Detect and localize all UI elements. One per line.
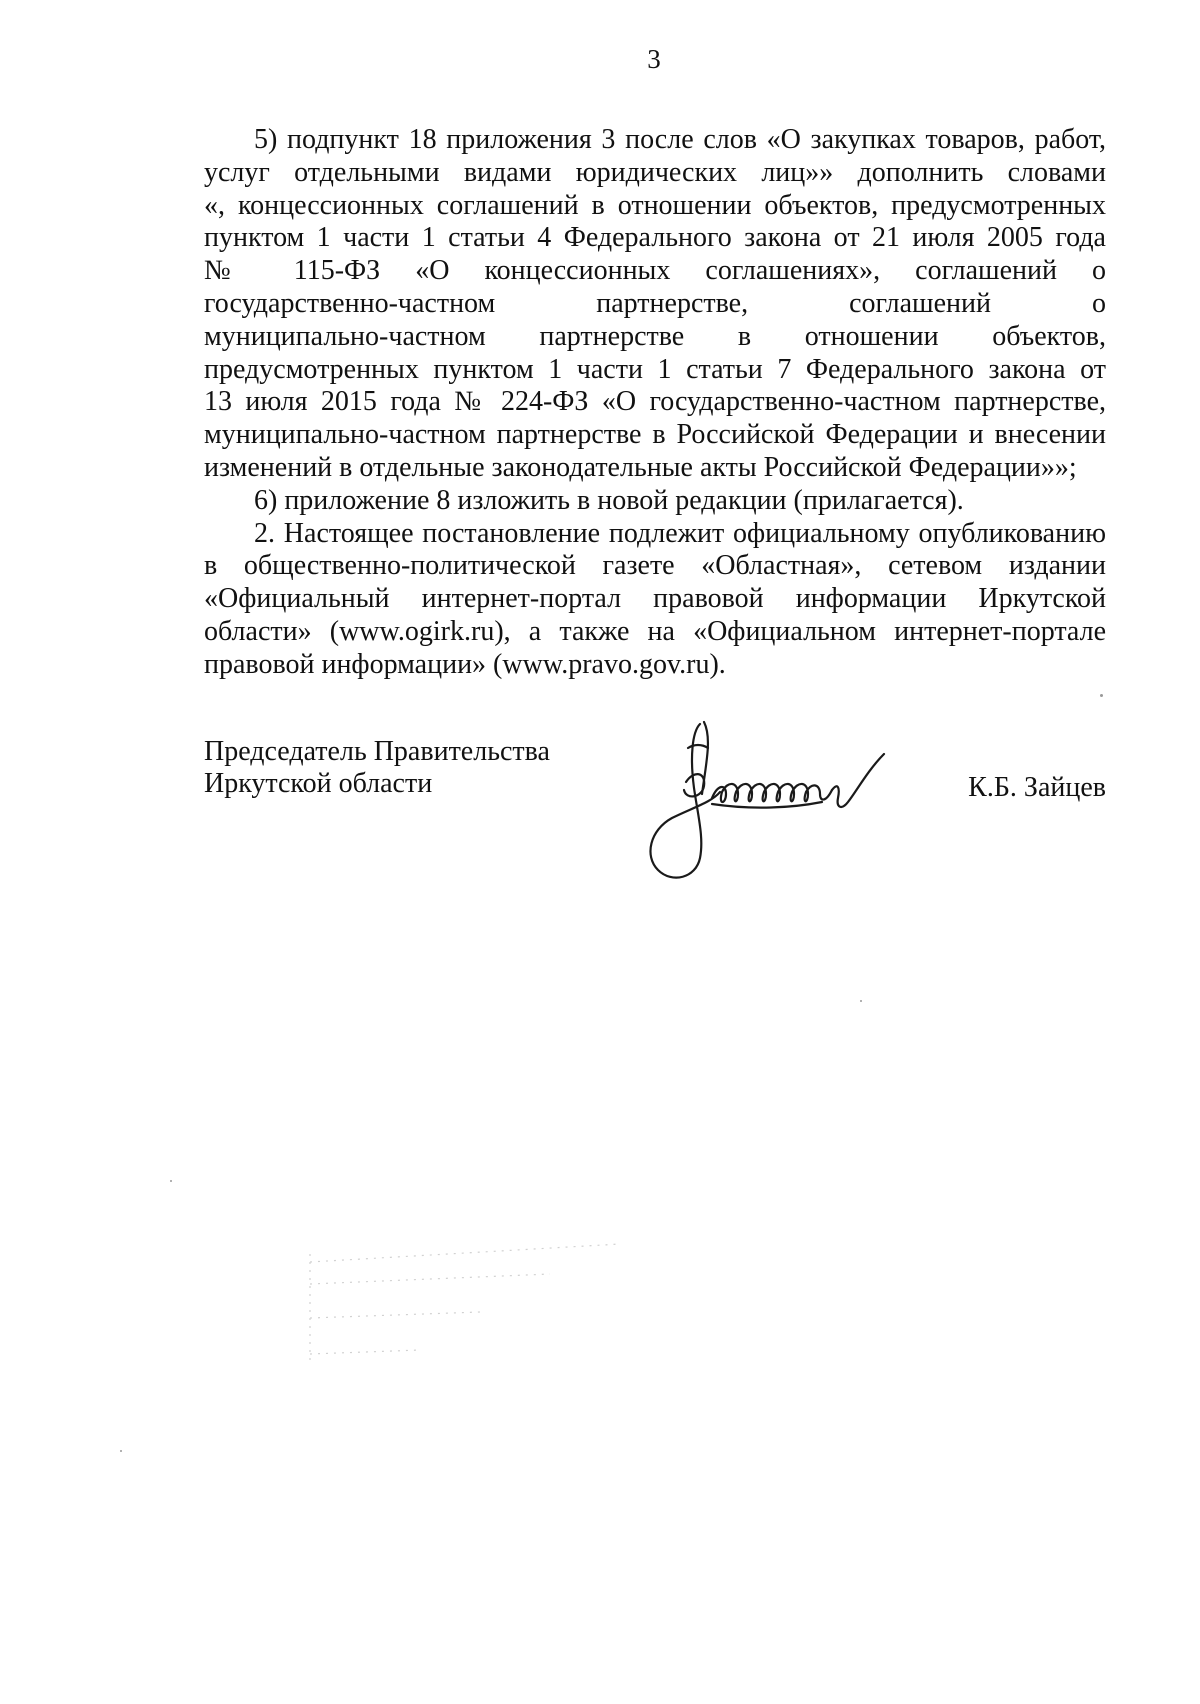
text-line: 5) подпункт 18 приложения 3 после слов «О закупках товаров, работ, bbox=[254, 124, 1106, 155]
scan-speck bbox=[170, 1180, 172, 1182]
document-body bbox=[204, 124, 1106, 682]
signature-block bbox=[204, 736, 1106, 896]
faint-stamp-trace bbox=[300, 1234, 640, 1374]
text-line: пунктом 1 части 1 статьи 4 Федерального закона от 21 июля 2005 года bbox=[204, 222, 1106, 254]
handwritten-signature bbox=[642, 718, 932, 888]
text-line: в общественно-политической газете «Областная», сетевом издании bbox=[204, 550, 1106, 582]
scan-speck bbox=[1100, 694, 1103, 697]
text-line: муниципально-частном партнерстве в отношении объектов, bbox=[204, 320, 1106, 352]
text-line: предусмотренных пунктом 1 части 1 статьи 7 Федерального закона от bbox=[204, 353, 1106, 385]
text-line: 2. Настоящее постановление подлежит официальному опубликованию bbox=[254, 517, 1106, 549]
text-line: муниципально-частном партнерстве в Российской Федерации и внесении bbox=[204, 419, 1106, 451]
text-line: правовой информации» (www.pravo.gov.ru). bbox=[204, 648, 726, 680]
text-line: «, концессионных соглашений в отношении объектов, предусмотренных bbox=[204, 189, 1106, 221]
text-line: услуг отдельными видами юридических лиц»» дополнить словами bbox=[204, 156, 1106, 188]
text-line: государственно-частном партнерстве, соглашений о bbox=[204, 287, 1106, 319]
signer-title bbox=[204, 736, 550, 800]
paragraph-item-6 bbox=[204, 485, 1106, 518]
paragraph-section-2 bbox=[204, 518, 1106, 682]
paragraph-item-5 bbox=[204, 124, 1106, 485]
scan-speck bbox=[860, 1000, 862, 1002]
signer-title-line: Председатель Правительства bbox=[204, 736, 550, 767]
text-line: области» (www.ogirk.ru), а также на «Официальном интернет-портале bbox=[204, 615, 1106, 647]
signer-title-line: Иркутской области bbox=[204, 768, 433, 799]
page-number bbox=[0, 44, 1200, 74]
page-number-text: 3 bbox=[647, 44, 661, 74]
scan-speck bbox=[120, 1450, 122, 1452]
text-line: «Официальный интернет-портал правовой информации Иркутской bbox=[204, 583, 1106, 615]
text-line: изменений в отдельные законодательные акты Российской Федерации»»; bbox=[204, 451, 1077, 483]
text-line: 13 июля 2015 года № 224-ФЗ «О государственно-частном партнерстве, bbox=[204, 386, 1106, 418]
text-line: № 115-ФЗ «О концессионных соглашениях», соглашений о bbox=[204, 255, 1106, 287]
text-line: 6) приложение 8 изложить в новой редакции (прилагается). bbox=[254, 484, 964, 516]
signer-name: К.Б. Зайцев bbox=[968, 772, 1106, 803]
